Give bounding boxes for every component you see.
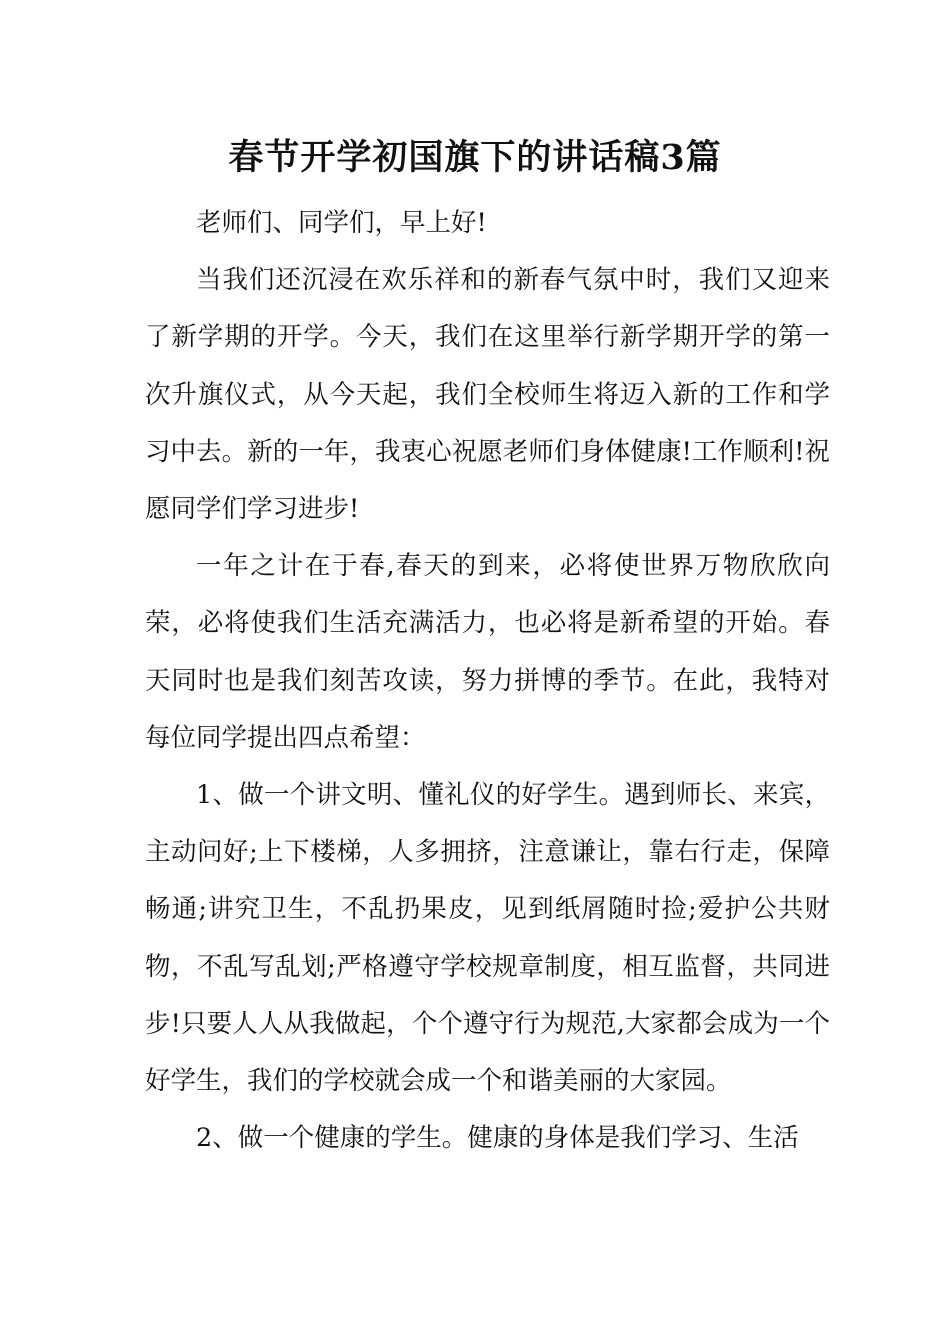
- paragraph-spring: 一年之计在于春,春天的到来，必将使世界万物欣欣向荣，必将使我们生活充满活力，也必将是新希望的开始。春天同时也是我们刻苦攻读，努力拼博的季节。在此，我特对每位同学提出四点希望：: [145, 551, 830, 753]
- document-body: [145, 195, 830, 1167]
- document-title: 春节开学初国旗下的讲话稿3篇: [228, 137, 722, 178]
- paragraph-hope-1: 1、做一个讲文明、懂礼仪的好学生。遇到师长、来宾，主动问好;上下楼梯，人多拥挤，注意谦让，靠右行走，保障畅通;讲究卫生，不乱扔果皮，见到纸屑随时捡;爱护公共财物，不乱写乱划;严格遵守学校规章制度，相互监督，共同进步!只要人人从我做起，个个遵守行为规范,大家都会成为一个好学生，我们的学校就会成一个和谐美丽的大家园。: [145, 780, 830, 1097]
- paragraph-greeting: 老师们、同学们，早上好!: [196, 208, 487, 238]
- paragraph-hope-2: 2、做一个健康的学生。健康的身体是我们学习、生活: [196, 1123, 799, 1154]
- paragraph-new-semester: 当我们还沉浸在欢乐祥和的新春气氛中时，我们又迎来了新学期的开学。今天，我们在这里举行新学期开学的第一次升旗仪式，从今天起，我们全校师生将迈入新的工作和学习中去。新的一年，我衷心祝愿老师们身体健康!工作顺利!祝愿同学们学习进步!: [145, 265, 830, 525]
